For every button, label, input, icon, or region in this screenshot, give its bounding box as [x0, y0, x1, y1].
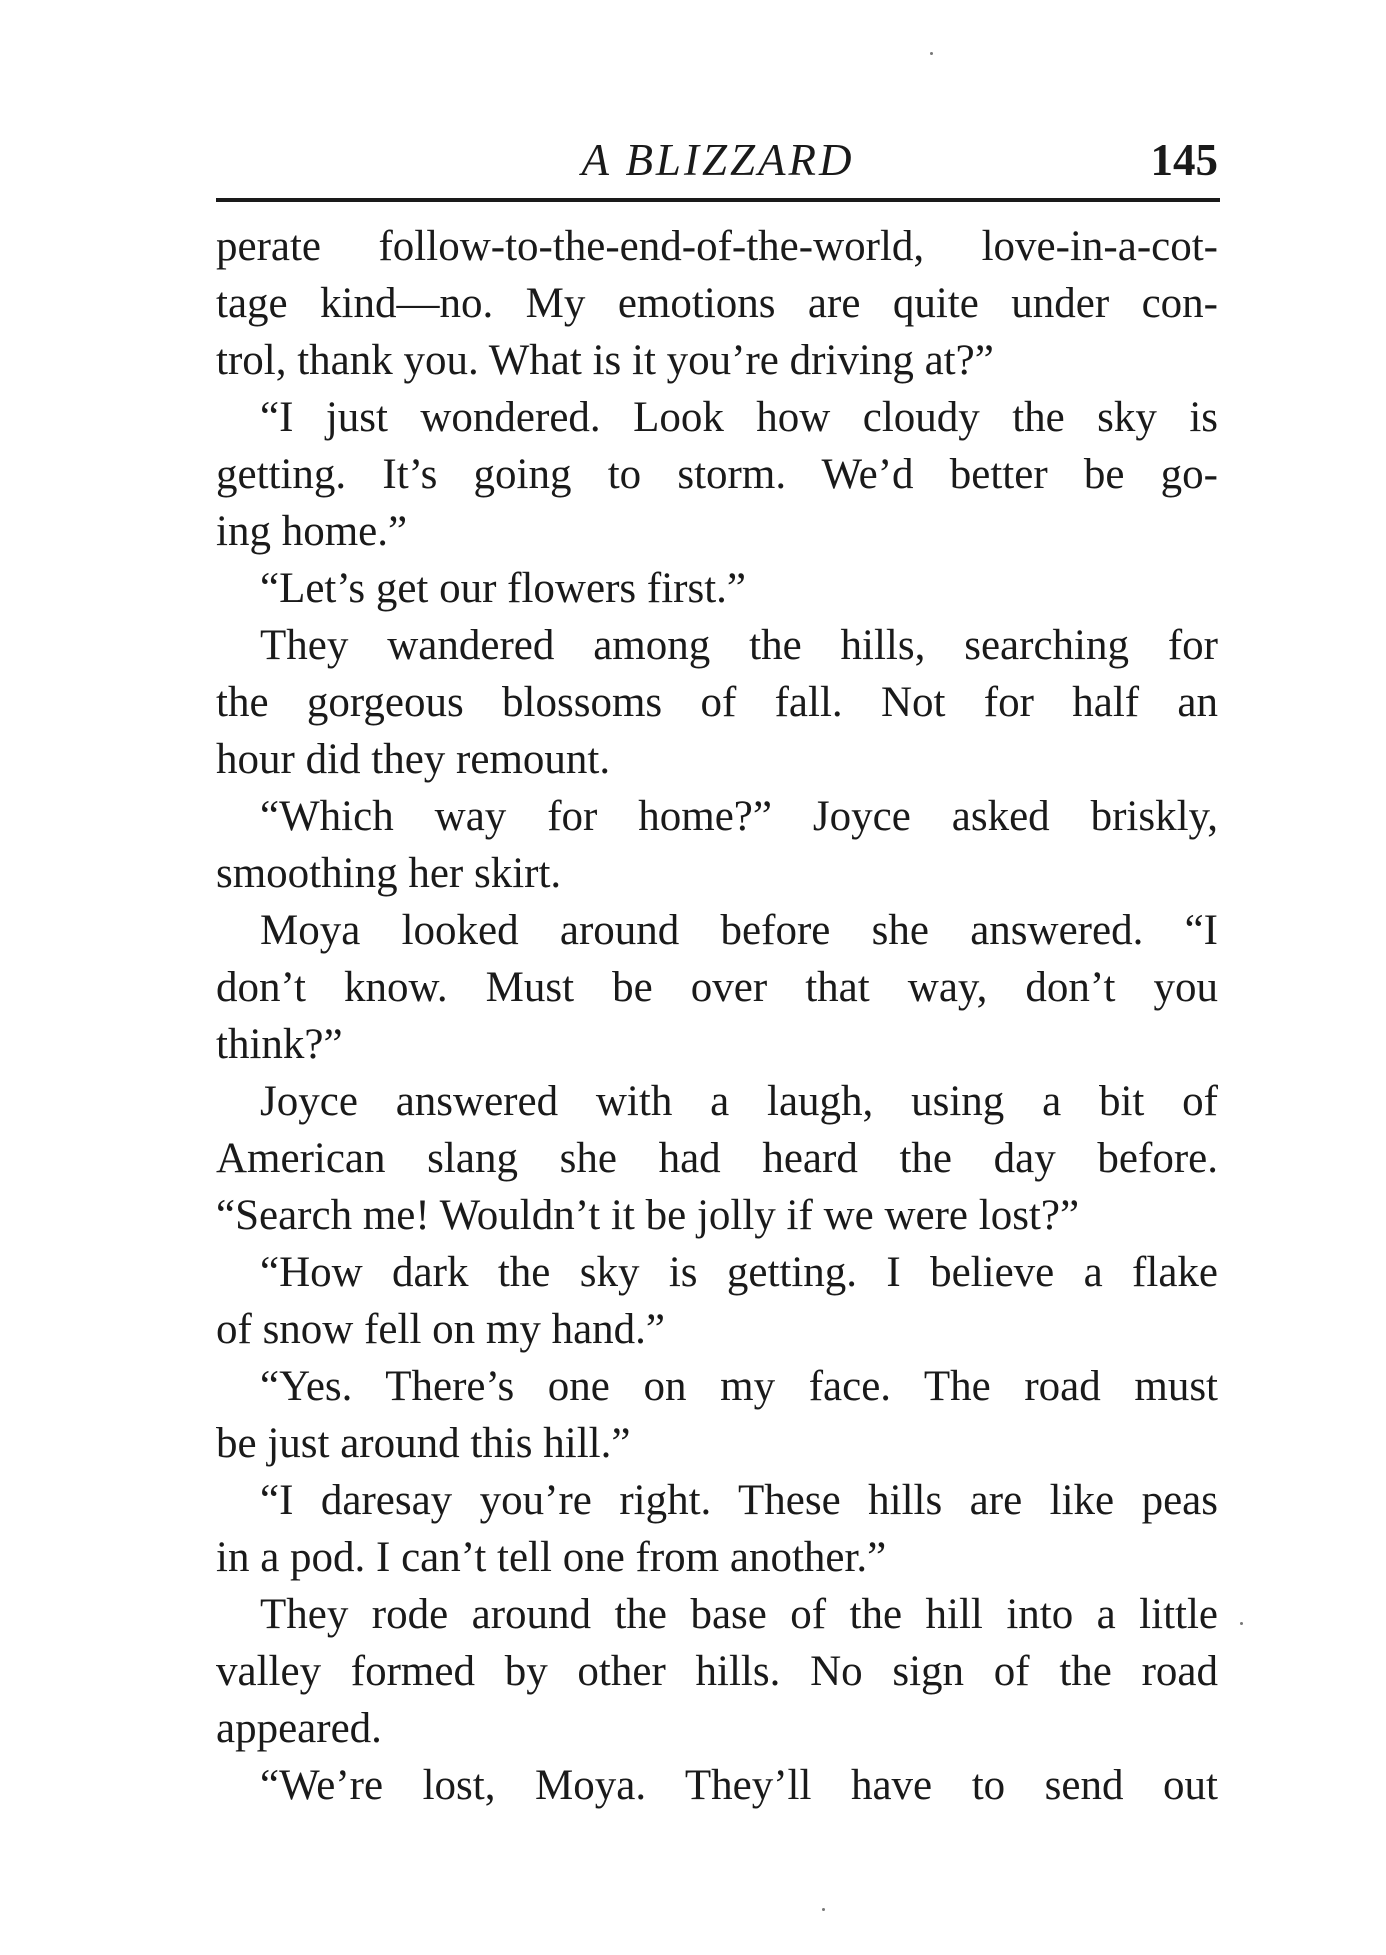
- text-line: getting. It’s going to storm. We’d better be go-: [216, 451, 1218, 498]
- text-line: “I daresay you’re right. These hills are like peas: [260, 1477, 1218, 1524]
- running-title: A BLIZZARD: [581, 135, 855, 185]
- text-line: American slang she had heard the day before.: [216, 1135, 1218, 1182]
- scan-speck: [930, 52, 933, 55]
- text-line: tage kind—no. My emotions are quite under con-: [216, 280, 1218, 327]
- text-line: “Which way for home?” Joyce asked briskly,: [260, 793, 1218, 840]
- scan-speck: [1240, 1622, 1243, 1625]
- text-line: be just around this hill.”: [216, 1420, 631, 1467]
- page-number: 145: [1150, 135, 1218, 185]
- text-line: of snow fell on my hand.”: [216, 1306, 666, 1353]
- text-line: “We’re lost, Moya. They’ll have to send out: [260, 1762, 1218, 1809]
- text-line: don’t know. Must be over that way, don’t you: [216, 964, 1218, 1011]
- text-line: smoothing her skirt.: [216, 850, 562, 897]
- running-head: [218, 134, 1218, 194]
- text-line: in a pod. I can’t tell one from another.”: [216, 1534, 887, 1581]
- text-line: think?”: [216, 1021, 343, 1068]
- text-line: “Let’s get our flowers first.”: [260, 565, 746, 612]
- text-line: “Yes. There’s one on my face. The road must: [260, 1363, 1218, 1410]
- text-line: “How dark the sky is getting. I believe a flake: [260, 1249, 1218, 1296]
- text-line: hour did they remount.: [216, 736, 611, 783]
- text-line: “I just wondered. Look how cloudy the sky is: [260, 394, 1218, 441]
- text-line: Moya looked around before she answered. “I: [260, 907, 1218, 954]
- text-line: They rode around the base of the hill into a little: [260, 1591, 1218, 1638]
- text-line: ing home.”: [216, 508, 408, 555]
- text-line: trol, thank you. What is it you’re driving at?”: [216, 337, 994, 384]
- text-line: They wandered among the hills, searching for: [260, 622, 1218, 669]
- text-line: Joyce answered with a laugh, using a bit of: [260, 1078, 1218, 1125]
- text-line: appeared.: [216, 1705, 382, 1752]
- body-text: [216, 218, 1218, 1814]
- text-line: “Search me! Wouldn’t it be jolly if we were lost?”: [216, 1192, 1080, 1239]
- text-line: perate follow-to-the-end-of-the-world, love-in-a-cot-: [216, 223, 1218, 270]
- text-line: valley formed by other hills. No sign of the road: [216, 1648, 1218, 1695]
- text-line: the gorgeous blossoms of fall. Not for half an: [216, 679, 1218, 726]
- scan-speck: [822, 1908, 825, 1911]
- header-rule: [216, 198, 1220, 202]
